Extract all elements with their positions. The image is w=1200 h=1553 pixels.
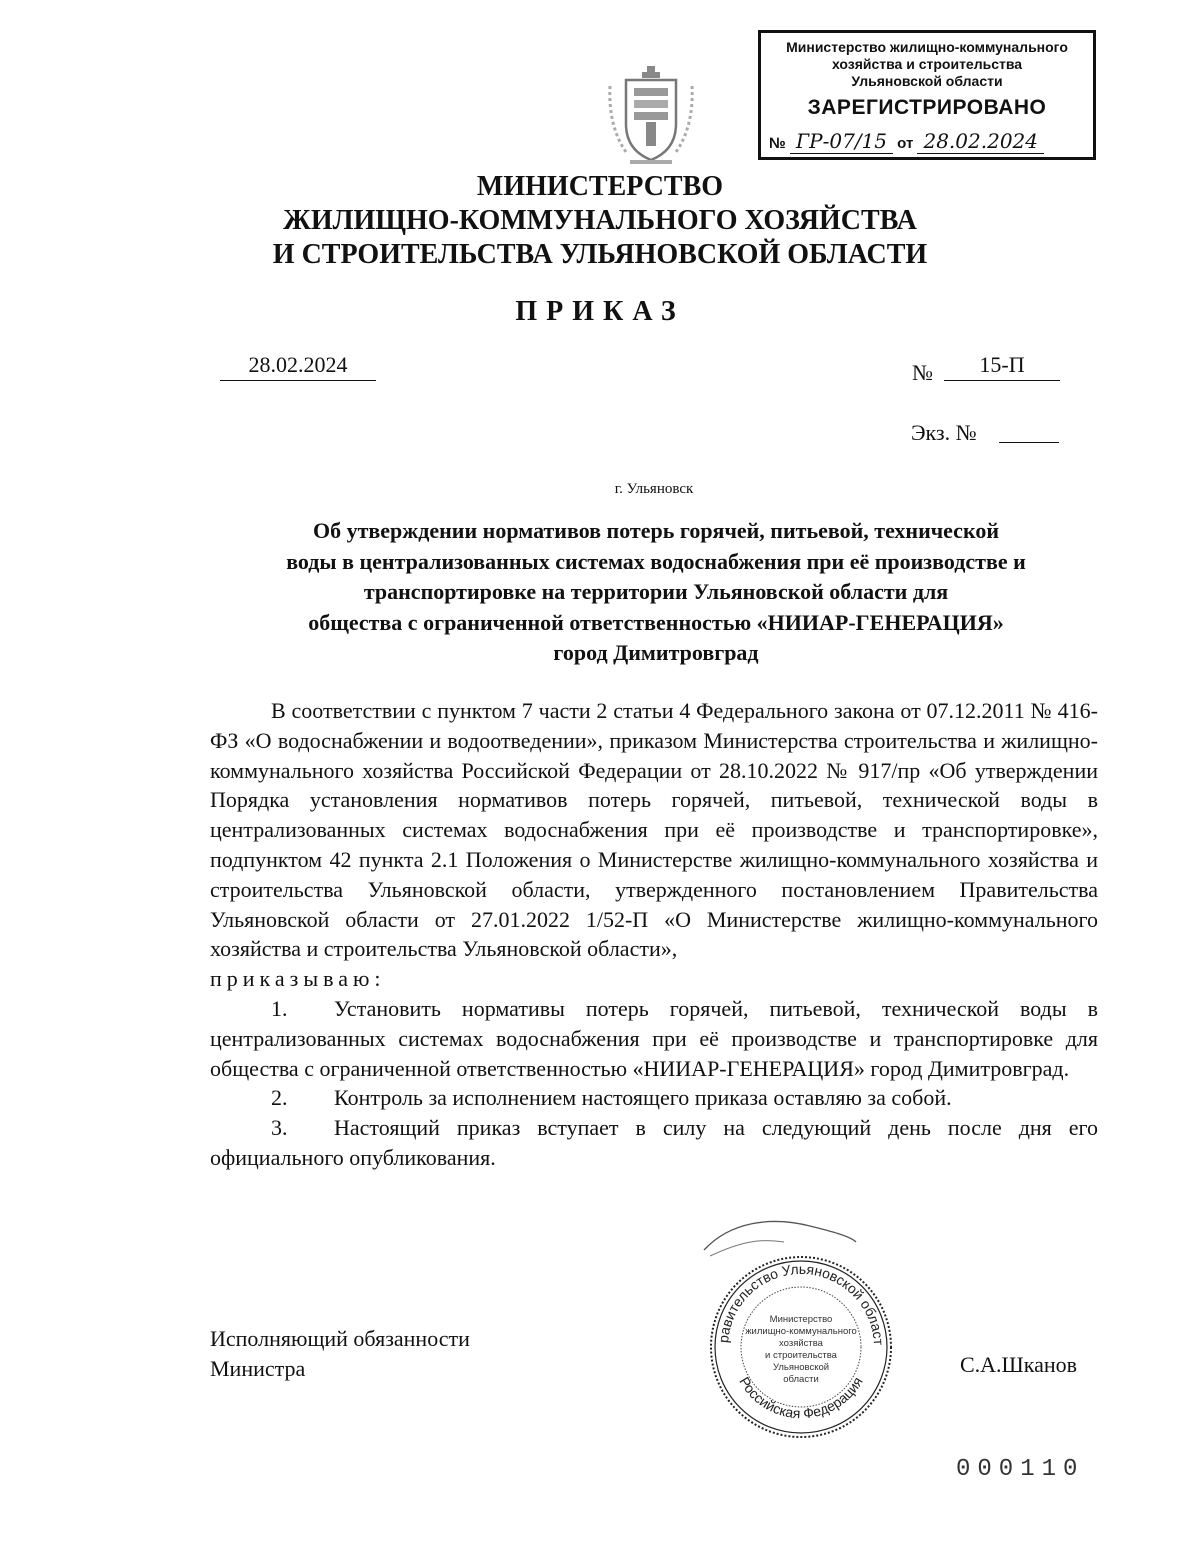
item-text: Настоящий приказ вступает в силу на следующий день после дня его официального опубликования. bbox=[210, 1115, 1098, 1170]
stamp-line: Ульяновской области bbox=[851, 73, 1003, 89]
ministry-line: МИНИСТЕРСТВО bbox=[476, 171, 724, 202]
stamp-line: хозяйства и строительства bbox=[831, 56, 1023, 72]
item-text: Установить нормативы потерь горячей, питьевой, технической воды в централизованных системах водоснабжения при её производстве и транспортировке для общества с ограниченной ответственностью «НИИАР-ГЕНЕРАЦИЯ» город Димитровград. bbox=[210, 995, 1098, 1081]
seal-inner-line: хозяйства bbox=[779, 1338, 823, 1349]
coat-of-arms-icon bbox=[606, 66, 696, 170]
subject-line: Об утверждении нормативов потерь горячей, питьевой, технической bbox=[312, 518, 1000, 543]
stamp-line: Министерство жилищно-коммунального bbox=[786, 39, 1068, 55]
ministry-line: И СТРОИТЕЛЬСТВА УЛЬЯНОВСКОЙ ОБЛАСТИ bbox=[272, 239, 928, 270]
seal-inner-line: и строительства bbox=[765, 1350, 837, 1361]
seal-inner-line: Министерство bbox=[769, 1314, 833, 1325]
order-number-label: № bbox=[912, 360, 933, 385]
signer-name: С.А.Шканов bbox=[960, 1352, 1078, 1377]
item-number: 2. bbox=[271, 1085, 288, 1111]
seal-outer-bottom: Российская Федерация bbox=[736, 1374, 866, 1422]
order-item bbox=[210, 1083, 1098, 1113]
order-body bbox=[210, 696, 1098, 1173]
seal-inner-line: жилищно-коммунального bbox=[745, 1326, 857, 1337]
subject-line: общества с ограниченной ответственностью «НИИАР-ГЕНЕРАЦИЯ» bbox=[308, 609, 1004, 635]
seal-inner-line: Ульяновской bbox=[772, 1362, 830, 1373]
order-number: 15-П bbox=[944, 352, 1060, 381]
order-item bbox=[210, 1113, 1098, 1173]
copy-number-blank bbox=[999, 442, 1059, 443]
preamble: В соответствии с пунктом 7 части 2 статьи 4 Федерального закона от 07.12.2011 № 416-ФЗ «О водоснабжении и водоотведении», приказом Министерства строительства и жилищно-коммунального хозяйства Российской Федерации от 28.10.2022 № 917/пр «Об утверждении Порядка установления нормативов потерь горячей, питьевой, технической воды в централизованных системах водоснабжения при её производстве и транспортировке», подпунктом 42 пункта 2.1 Положения о Министерстве жилищно-коммунального хозяйства и строительства Ульяновской области, утвержденного постановлением Правительства Ульяновской области от 27.01.2022 1/52-П «О Министерстве жилищно-коммунального хозяйства и строительства Ульяновской области», bbox=[210, 698, 1098, 962]
stamp-date-value: 28.02.2024 bbox=[917, 129, 1044, 154]
signer-position-line: Министра bbox=[210, 1356, 306, 1381]
official-seal bbox=[706, 1252, 896, 1442]
item-text: Контроль за исполнением настоящего приказа оставляю за собой. bbox=[334, 1085, 952, 1111]
signer-position-line: Исполняющий обязанности bbox=[210, 1326, 470, 1351]
item-number: 1. bbox=[271, 995, 288, 1021]
subject-line: воды в централизованных системах водоснабжения при её производстве и bbox=[286, 548, 1026, 574]
order-word: приказываю: bbox=[210, 966, 386, 992]
seal-outer-top: равительство Ульяновской област bbox=[715, 1260, 888, 1346]
registration-stamp bbox=[758, 30, 1096, 160]
subject-line: город Димитровград bbox=[553, 640, 759, 665]
stamp-number-value: ГР-07/15 bbox=[790, 129, 893, 154]
ministry-name bbox=[0, 170, 1200, 272]
ministry-line: ЖИЛИЩНО-КОММУНАЛЬНОГО ХОЗЯЙСТВА bbox=[283, 205, 917, 236]
order-subject bbox=[206, 516, 1106, 669]
stamp-date-label: от bbox=[897, 135, 914, 152]
stamp-number-label: № bbox=[769, 135, 786, 152]
stamp-title: ЗАРЕГИСТРИРОВАНО bbox=[807, 96, 1047, 119]
seal-inner-line: области bbox=[783, 1374, 819, 1385]
order-date: 28.02.2024 bbox=[220, 352, 376, 381]
order-item bbox=[210, 994, 1098, 1083]
serial-number: 000110 bbox=[956, 1456, 1085, 1483]
document-type: ПРИКАЗ bbox=[515, 296, 685, 327]
signer-position bbox=[210, 1324, 470, 1384]
stamp-number-row bbox=[769, 129, 1085, 153]
city: г. Ульяновск bbox=[614, 481, 694, 497]
subject-line: транспортировке на территории Ульяновской области для bbox=[363, 579, 949, 604]
copy-number-label: Экз. № bbox=[911, 420, 977, 445]
item-number: 3. bbox=[271, 1115, 288, 1141]
handwritten-signature bbox=[700, 1212, 860, 1262]
